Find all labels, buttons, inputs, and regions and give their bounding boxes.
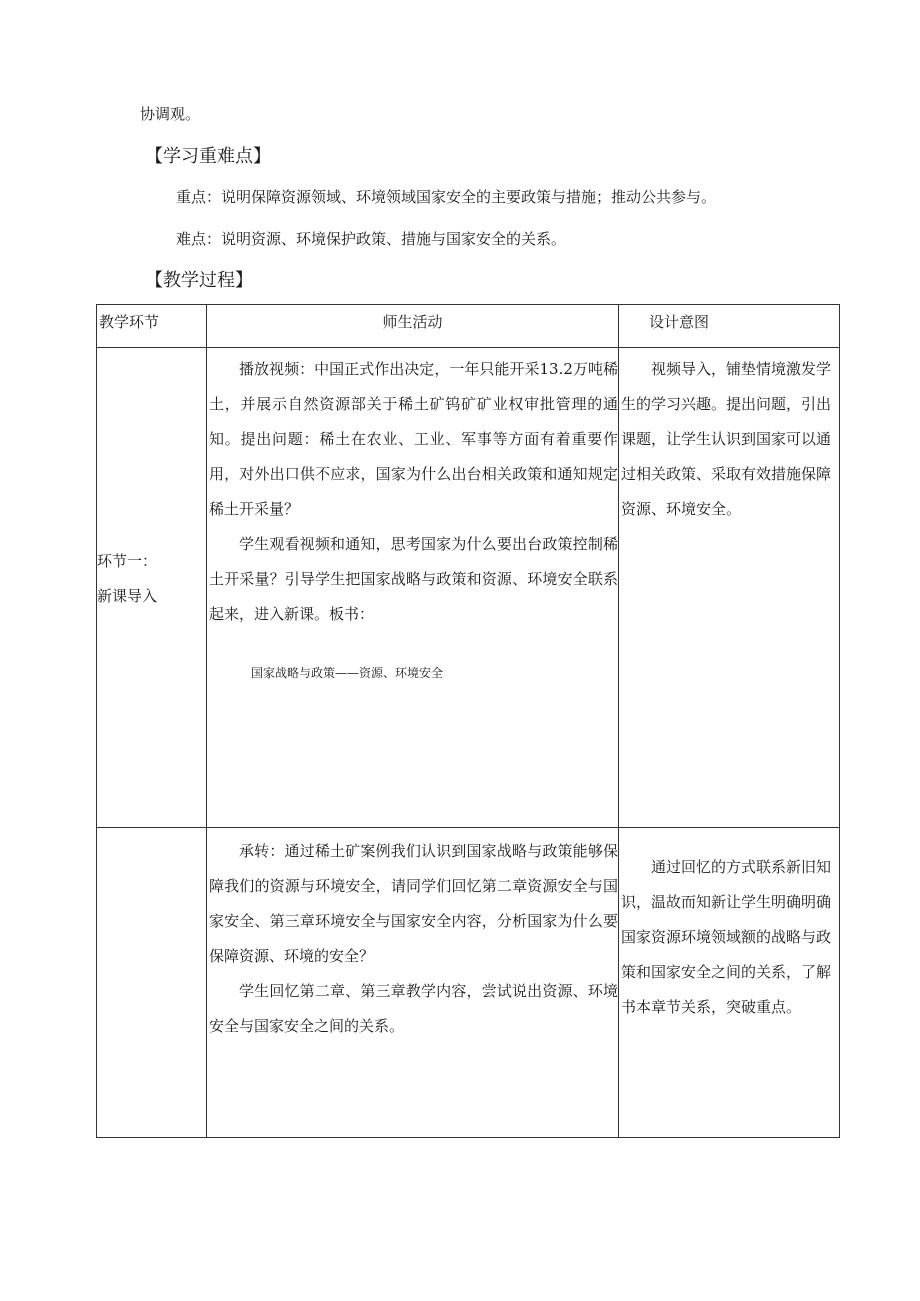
activity-paragraph: 承转：通过稀土矿案例我们认识到国家战略与政策能够保障我们的资源与环境安全，请同学们回忆第二章资源安全与国家安全、第三章环境安全与国家安全内容，分析国家为什么要保障资源、环境的安全？ bbox=[209, 842, 618, 965]
table-row bbox=[97, 828, 840, 1138]
stage-cell bbox=[97, 828, 207, 1138]
intent-cell bbox=[619, 828, 840, 1138]
header-stage: 教学环节 bbox=[97, 305, 207, 348]
table-row bbox=[97, 348, 840, 828]
blackboard-note: 国家战略与政策——资源、环境安全 bbox=[251, 666, 444, 680]
process-heading: 【教学过程】 bbox=[145, 270, 253, 291]
activity-paragraph: 学生回忆第二章、第三章教学内容，尝试说出资源、环境安全与国家安全之间的关系。 bbox=[209, 982, 618, 1035]
activity-cell bbox=[207, 348, 619, 828]
stage-name: 新课导入 bbox=[97, 587, 158, 605]
stage-cell bbox=[97, 348, 207, 828]
activity-paragraph: 学生观看视频和通知，思考国家为什么要出台政策控制稀土开采量？引导学生把国家战略与政策和资源、环境安全联系起来，进入新课。板书： bbox=[209, 535, 618, 623]
intent-text: 视频导入，铺垫情境激发学生的学习兴趣。提出问题，引出课题，让学生认识到国家可以通过相关政策、采取有效措施保障资源、环境安全。 bbox=[621, 360, 832, 518]
intent-cell bbox=[619, 348, 840, 828]
table-header-row bbox=[97, 305, 840, 348]
activity-paragraph: 播放视频：中国正式作出决定，一年只能开采13.2万吨稀土，并展示自然资源部关于稀土矿钨矿矿业权审批管理的通知。提出问题：稀土在农业、工业、军事等方面有着重要作用，对外出口供不应求，国家为什么出台相关政策和通知规定稀土开采量？ bbox=[209, 360, 618, 518]
key-point-text: 重点：说明保障资源领域、环境领域国家安全的主要政策与措施；推动公共参与。 bbox=[176, 188, 717, 206]
stage-label: 环节一： bbox=[97, 552, 158, 570]
intro-text: 协调观。 bbox=[140, 105, 201, 123]
activity-cell bbox=[207, 828, 619, 1138]
difficult-point-text: 难点：说明资源、环境保护政策、措施与国家安全的关系。 bbox=[176, 230, 567, 248]
header-activity: 师生活动 bbox=[207, 305, 619, 348]
key-points-heading: 【学习重难点】 bbox=[145, 146, 271, 167]
header-intent: 设计意图 bbox=[619, 305, 840, 348]
teaching-process-table bbox=[96, 304, 840, 1138]
intent-text: 通过回忆的方式联系新旧知识，温故而知新让学生明确明确国家资源环境领域额的战略与政策和国家安全之间的关系，了解书本章节关系，突破重点。 bbox=[621, 858, 832, 1016]
